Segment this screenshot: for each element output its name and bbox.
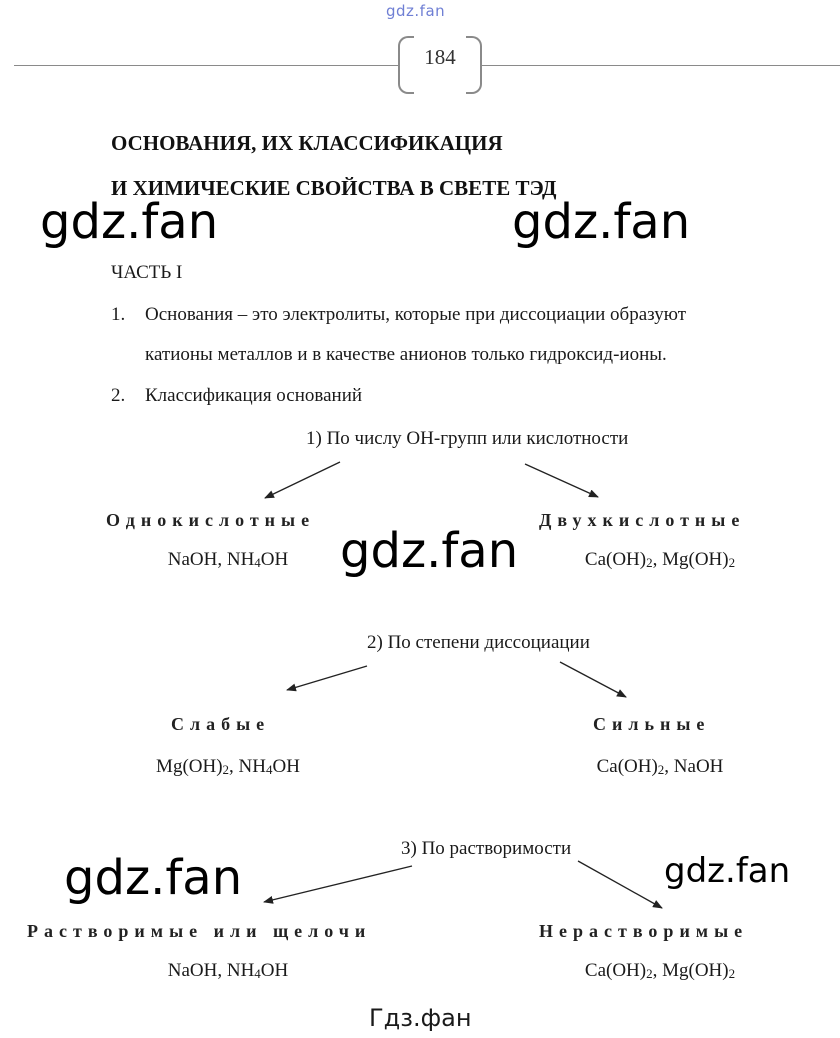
- examples-monoacidic: NaOH, $NH_4OH$: [167, 549, 289, 570]
- arrow-1-left: [265, 462, 340, 498]
- item-1-text-line2: катионы металлов и в качестве анионов только гидроксид-ионы.: [145, 344, 667, 365]
- arrow-2-right: [560, 662, 626, 697]
- item-1-text-line1: Основания – это электролиты, которые при диссоциации образуют: [145, 304, 686, 325]
- category-strong: Сильные: [593, 714, 711, 734]
- watermark: gdz.fan: [340, 523, 519, 579]
- arrow-3-right: [578, 861, 662, 908]
- item-2-number: 2.: [111, 385, 126, 406]
- item-2-text: Классификация оснований: [145, 385, 363, 406]
- criterion-2: 2) По степени диссоциации: [367, 632, 590, 653]
- category-diacidic: Двухкислотные: [539, 510, 746, 530]
- watermark: gdz.fan: [664, 851, 791, 891]
- watermark: gdz.fan: [64, 850, 243, 906]
- page-number: 184: [424, 45, 456, 69]
- footer-watermark: Гдз.фан: [369, 1004, 472, 1032]
- page-title-line1: ОСНОВАНИЯ, ИХ КЛАССИФИКАЦИЯ: [111, 131, 503, 155]
- part-heading: ЧАСТЬ I: [111, 262, 183, 283]
- watermark: gdz.fan: [512, 194, 691, 250]
- page-title-line2: И ХИМИЧЕСКИЕ СВОЙСТВА В СВЕТЕ ТЭД: [111, 176, 557, 200]
- category-soluble: Растворимые или щелочи: [27, 921, 372, 941]
- top-watermark: gdz.fan: [386, 2, 446, 20]
- examples-strong: $Ca(OH)_2$, NaOH: [596, 756, 724, 777]
- category-weak: Слабые: [171, 714, 271, 734]
- watermark: gdz.fan: [40, 194, 219, 250]
- item-1-number: 1.: [111, 304, 126, 325]
- examples-insoluble: $Ca(OH)_2$, $Mg(OH)_2$: [584, 960, 736, 981]
- criterion-1: 1) По числу ОН-групп или кислотности: [306, 428, 629, 449]
- arrow-3-left: [264, 866, 412, 902]
- examples-diacidic: $Ca(OH)_2$, $Mg(OH)_2$: [584, 549, 736, 570]
- category-monoacidic: Однокислотные: [106, 510, 316, 530]
- arrow-2-left: [287, 666, 367, 690]
- category-insoluble: Нерастворимые: [539, 921, 749, 941]
- examples-weak: $Mg(OH)_2$, $NH_4OH$: [156, 756, 300, 777]
- arrow-1-right: [525, 464, 598, 497]
- examples-soluble: NaOH, $NH_4OH$: [167, 960, 289, 981]
- criterion-3: 3) По растворимости: [401, 838, 572, 859]
